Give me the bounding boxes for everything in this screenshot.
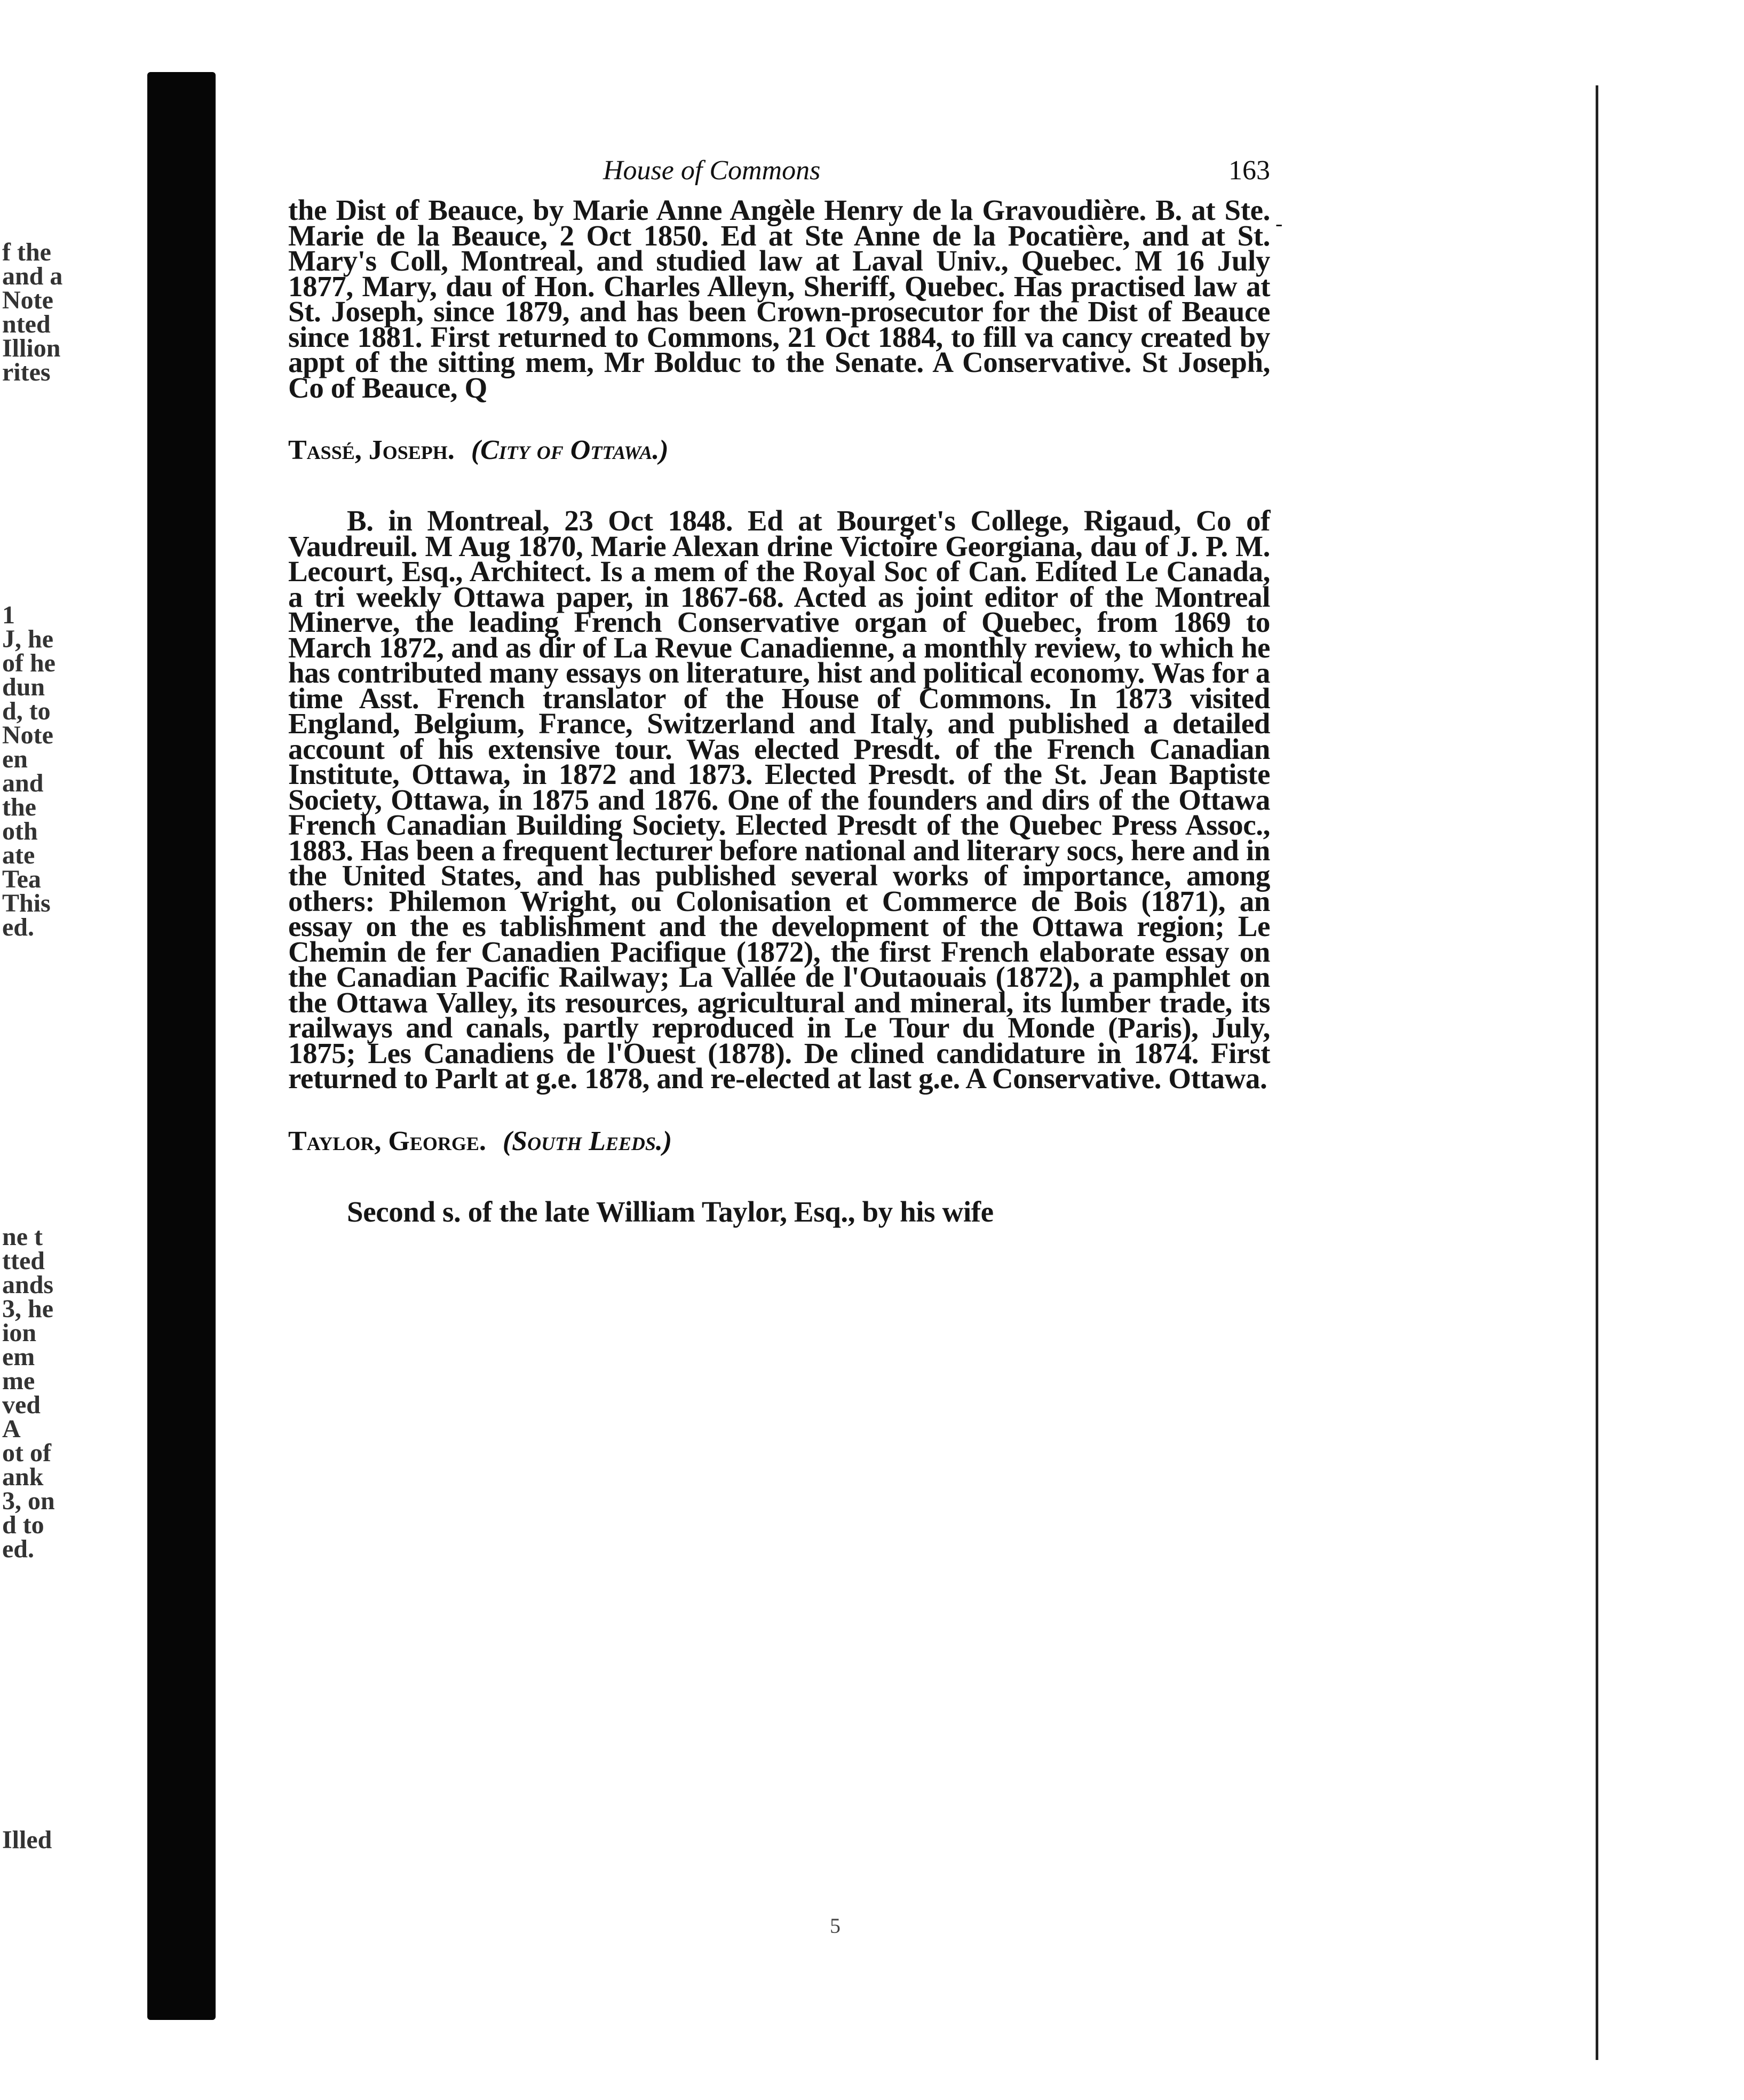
facing-page-fragment: and [2,769,44,797]
facing-page-fragment: Tea [2,865,41,893]
facing-page-fragment: Note [2,286,53,314]
entry-name: Tassé, Joseph. [288,435,455,465]
running-title: House of Commons [603,155,821,186]
facing-page-fragment: ot of [2,1439,51,1467]
entry-tasse-text: B. in Montreal, 23 Oct 1848. Ed at Bourget's College, Rigaud, Co of Vaudreuil. M Aug 1870, Marie Alexan drine Victoire Georgiana, dau of J. P. M. Lecourt, Esq., Architect. Is a mem of the Royal Soc of Can. Edited Le Canada, a tri weekly Ottawa paper, in 1867-68. Acted as joint editor of the Montreal Minerve, the leading French Conservative organ of Quebec, from 1869 to March 1872, and as dir of La Revue Canadienne, a monthly review, to which he has contributed many essays on literature, hist and political economy. Was for a time Asst. French translator of the House of Commons. In 1873 visited England, Belgium, France, Switzerland and Italy, and published a detailed account of his extensive tour. Was elected Presdt. of the French Canadian Institute, Ottawa, in 1872 and 1873. Elected Presdt. of the St. Jean Baptiste Society, Ottawa, in 1875 and 1876. One of the founders and dirs of the Ottawa French Canadian Building Society. Elected Presdt of the Quebec Press Assoc., 1883. Has been a frequent lecturer before national and literary socs, here and in the United States, and has published several works of importance, among others: Philemon Wright, ou Colonisation et Commerce de Bois (1871), an essay on the es tablishment and the development of the Ottawa region; Le Chemin de fer Canadien Pacifique (1872), the first French elaborate essay on the Canadian Pacific Railway; La Vallée de l'Outaouais (1872), a pamphlet on the Ottawa Valley, its resources, agricultural and mineral, its lumber trade, its railways and canals, partly reproduced in Le Tour du Monde (Paris), July, 1875; Les Canadiens de l'Ouest (1878). De clined candidature in 1874. First returned to Parlt at g.e. 1878, and re-elected at last g.e. A Conservative. Ottawa. [288,504,1270,1095]
page-edge-line [1596,85,1598,2060]
facing-page-fragment: oth [2,817,38,845]
facing-page-fragment: Illed [2,1826,52,1854]
facing-page-fragment: J, he [2,625,53,653]
page-number: 163 [1228,155,1270,186]
facing-page-fragment: 3, he [2,1295,53,1323]
entry-taylor-text: Second s. of the late William Taylor, Esq., by his wife [347,1195,994,1228]
facing-page-fragment: f the [2,238,51,266]
facing-page-fragment: d, to [2,697,51,725]
facing-page-fragment: Illion [2,334,61,362]
right-page-edge [1494,53,1633,2081]
facing-page-fragment: A [2,1415,21,1443]
facing-page-fragment: ate [2,841,35,869]
facing-page-fragment: 1 [2,601,15,629]
facing-page-fragment: nted [2,310,51,338]
facing-page-fragment: tted [2,1247,45,1275]
facing-page-fragment: the [2,793,36,821]
footer-mark: 5 [830,1914,841,1938]
facing-page-fragment: dun [2,673,45,701]
binding-shadow [147,72,216,2020]
entry-continued [288,194,1270,404]
facing-page-fragment: 3, on [2,1487,55,1515]
facing-page-fragment: of he [2,649,56,677]
facing-page-fragment: Note [2,721,53,749]
entry-continued-text: the Dist of Beauce, by Marie Anne Angèle Henry de la Gravoudière. B. at Ste. Marie de la Beauce, 2 Oct 1850. Ed at Ste Anne de la Pocatière, and at St. Mary's Coll, Montreal, and studied law at Laval Univ., Quebec. M 16 July 1877, Mary, dau of Hon. Charles Alleyn, Sheriff, Quebec. Has practised law at St. Joseph, since 1879, and has been Crown-prosecutor for the Dist of Beauce since 1881. First returned to Commons, 21 Oct 1884, to fill va cancy created by appt of the sitting mem, Mr Bolduc to the Senate. A Conservative. St Joseph, Co of Beauce, Q [288,194,1270,404]
facing-page-fragment: ed. [2,913,34,941]
facing-page-fragment: ank [2,1463,44,1491]
facing-page-fragment: ne t [2,1223,43,1251]
entry-constituency: (City of Ottawa.) [471,435,669,465]
facing-page-fragment: rites [2,358,51,386]
facing-page-fragment: ion [2,1319,37,1347]
entry-heading-tasse [288,434,1270,466]
facing-page-fragment: ved [2,1391,41,1419]
entry-heading-taylor [288,1126,1270,1158]
margin-mark: - [1275,211,1283,235]
facing-page-fragment: en [2,745,28,773]
running-header [288,155,1270,197]
facing-page-fragment: me [2,1367,35,1395]
entry-tasse [288,504,1270,1095]
facing-page-fragment: ands [2,1271,54,1299]
facing-page-fragment: and a [2,262,63,290]
facing-page-fragment: This [2,889,51,917]
facing-page-fragment: d to [2,1511,44,1539]
facing-page-fragment: ed. [2,1535,34,1563]
entry-constituency: (South Leeds.) [502,1126,672,1156]
facing-page-fragment: em [2,1343,35,1371]
entry-name: Taylor, George. [288,1126,486,1156]
page [288,155,1270,1228]
entry-taylor [288,1195,1270,1228]
